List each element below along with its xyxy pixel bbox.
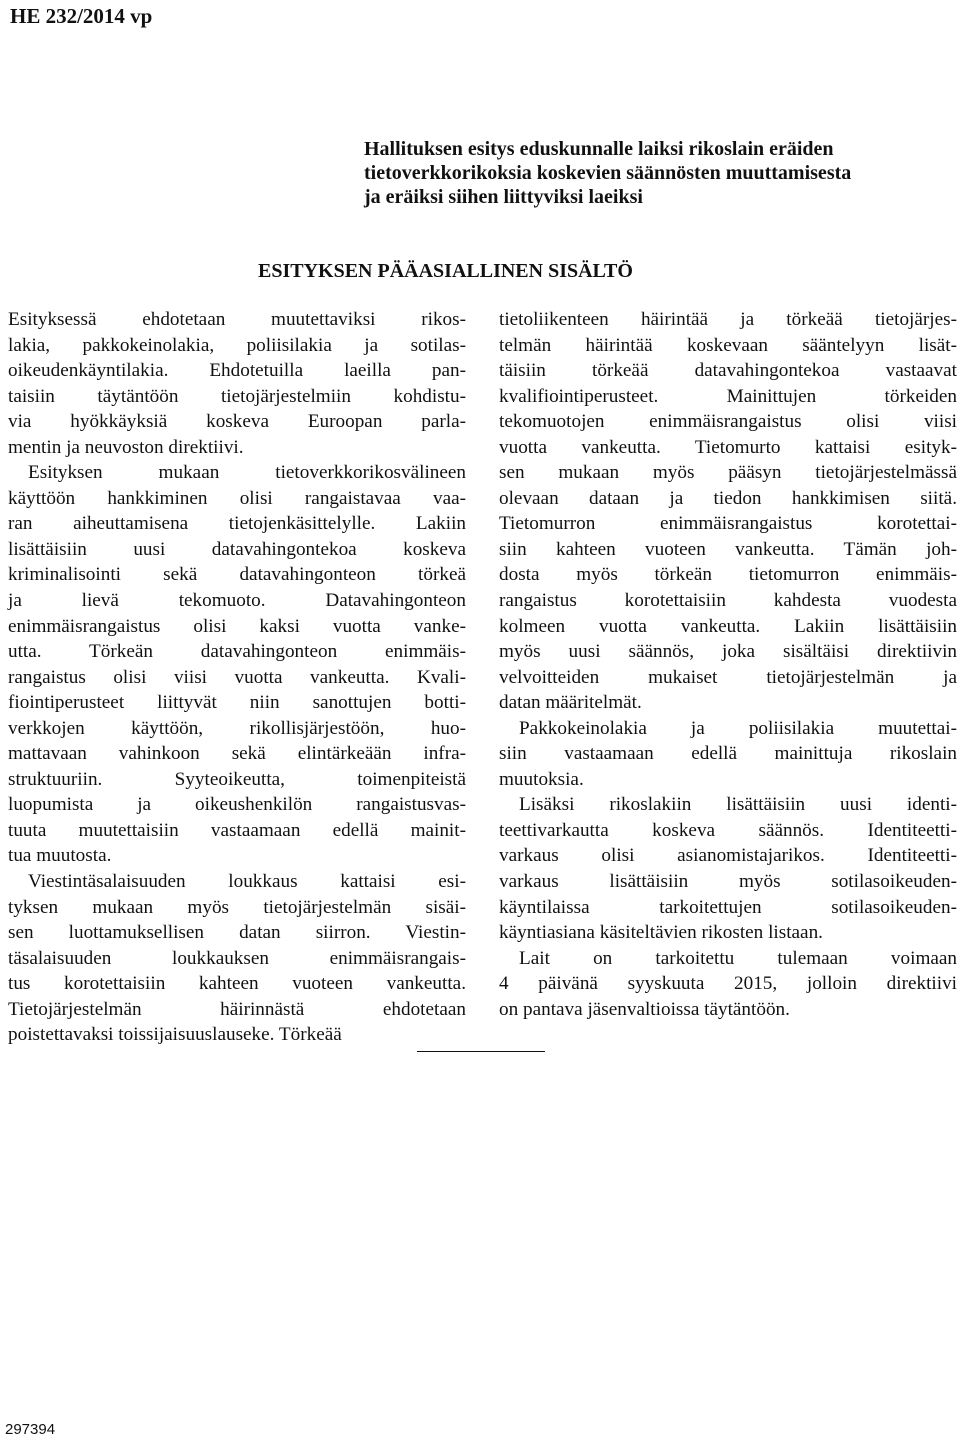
text-line: siin vastaamaan edellä mainittuja rikoslain [499, 743, 957, 765]
text-line: poistettavaksi toissijaisuuslauseke. Törkeää [8, 1024, 342, 1046]
text-line: teettivarkautta koskeva säännös. Identiteetti- [499, 819, 957, 841]
text-line: rangaistus olisi viisi vuotta vankeutta. Kvali- [8, 666, 466, 688]
section-heading: ESITYKSEN PÄÄASIALLINEN SISÄLTÖ [258, 260, 633, 282]
text-line: ran aiheuttamisena tietojenkäsittelylle. Lakiin [8, 513, 466, 535]
text-line: kvalifiointiperusteet. Mainittujen törkeiden [499, 385, 957, 407]
document-id: HE 232/2014 vp [10, 4, 153, 28]
text-line: Viestintäsalaisuuden loukkaus kattaisi esi- [28, 871, 466, 893]
text-line: on pantava jäsenvaltioissa täytäntöön. [499, 998, 790, 1020]
text-line: Pakkokeinolakia ja poliisilakia muutettai- [519, 717, 957, 739]
text-line: mentin ja neuvoston direktiivi. [8, 436, 244, 458]
text-line: tekomuotojen enimmäisrangaistus olisi viisi [499, 411, 957, 433]
text-line: taisiin täytäntöön tietojärjestelmiin kohdistu- [8, 385, 466, 407]
text-line: luopumista ja oikeushenkilön rangaistusvas- [8, 794, 466, 816]
text-line: rangaistus korotettaisiin kahdesta vuodesta [499, 590, 957, 612]
text-line: Esityksen mukaan tietoverkkorikosvälineen [28, 462, 466, 484]
text-line: myös uusi säännös, joka sisältäisi direktiivin [499, 641, 957, 663]
text-line: kriminalisointi sekä datavahingonteon törkeä [8, 564, 466, 586]
text-line: tuuta muutettaisiin vastaamaan edellä mainit- [8, 819, 466, 841]
text-line: ja lievä tekomuoto. Datavahingonteon [8, 590, 466, 612]
text-line: Tietomurron enimmäisrangaistus korotettai- [499, 513, 957, 535]
text-line: sen mukaan myös pääsyn tietojärjestelmässä [499, 462, 957, 484]
title-line: ja eräiksi siihen liittyviksi laeiksi [364, 186, 643, 208]
page-number: 297394 [5, 1421, 56, 1438]
text-line: Lait on tarkoitettu tulemaan voimaan [519, 947, 957, 969]
text-line: mattavaan vahinkoon sekä elintärkeään infra- [8, 743, 466, 765]
text-line: tietoliikenteen häirintää ja törkeää tietojärjes- [499, 309, 957, 330]
text-line: tyksen mukaan myös tietojärjestelmän sisäi- [8, 896, 466, 918]
title-line: tietoverkkorikoksia koskevien säännösten muuttamisesta [364, 162, 852, 184]
text-line: kolmeen vuotta vankeutta. Lakiin lisättäisiin [499, 615, 957, 637]
end-rule-divider [417, 1051, 545, 1052]
text-line: siin kahteen vuoteen vankeutta. Tämän joh- [499, 538, 957, 560]
text-line: tus korotettaisiin kahteen vuoteen vankeutta. [8, 973, 466, 995]
text-line: lakia, pakkokeinolakia, poliisilakia ja sotilas- [8, 334, 466, 356]
text-line: varkaus lisättäisiin myös sotilasoikeuden- [499, 871, 957, 893]
text-line: vuotta vankeutta. Tietomurto kattaisi esityk- [499, 436, 957, 458]
text-line: käyntiasiana käsiteltävien rikosten listaan. [499, 922, 823, 944]
text-line: utta. Törkeän datavahingonteon enimmäis- [8, 641, 466, 663]
text-line: datan määritelmät. [499, 692, 642, 714]
text-line: telmän häirintää koskevaan sääntelyyn lisät- [499, 334, 957, 356]
text-line: lisättäisiin uusi datavahingontekoa koskeva [8, 538, 466, 560]
text-line: tua muutosta. [8, 845, 112, 867]
text-line: oikeudenkäyntilakia. Ehdotetuilla laeilla pan- [8, 360, 466, 382]
text-line: struktuuriin. Syyteoikeutta, toimenpiteistä [8, 768, 466, 790]
text-line: Esityksessä ehdotetaan muutettaviksi rikos- [8, 309, 466, 330]
text-line: olevaan dataan ja tiedon hankkimisen siitä. [499, 487, 957, 509]
text-line: 4 päivänä syyskuuta 2015, jolloin direktiivi [499, 973, 957, 995]
text-line: käyntilaissa tarkoitettujen sotilasoikeuden- [499, 896, 957, 918]
text-line: täsalaisuuden loukkauksen enimmäisrangais- [8, 947, 466, 969]
right-text-column [499, 307, 957, 1022]
text-line: Lisäksi rikoslakiin lisättäisiin uusi identi- [519, 794, 957, 816]
text-line: dosta myös törkeän tietomurron enimmäis- [499, 564, 957, 586]
text-line: via hyökkäyksiä koskeva Euroopan parla- [8, 411, 466, 433]
text-line: täisiin törkeää datavahingontekoa vastaavat [499, 360, 957, 382]
text-line: enimmäisrangaistus olisi kaksi vuotta vanke- [8, 615, 466, 637]
text-line: verkkojen käyttöön, rikollisjärjestöön, huo- [8, 717, 466, 739]
title-line: Hallituksen esitys eduskunnalle laiksi rikoslain eräiden [364, 138, 834, 160]
text-line: fiointiperusteet liittyvät niin sanottujen botti- [8, 692, 466, 714]
text-line: varkaus olisi asianomistajarikos. Identiteetti- [499, 845, 957, 867]
text-line: sen luottamuksellisen datan siirron. Viestin- [8, 922, 466, 944]
text-line: muutoksia. [499, 768, 584, 790]
document-title [364, 137, 960, 209]
text-line: käyttöön hankkiminen olisi rangaistavaa vaa- [8, 487, 466, 509]
text-line: velvoitteiden mukaiset tietojärjestelmän ja [499, 666, 957, 688]
text-line: Tietojärjestelmän häirinnästä ehdotetaan [8, 998, 466, 1020]
left-text-column [8, 307, 466, 1048]
